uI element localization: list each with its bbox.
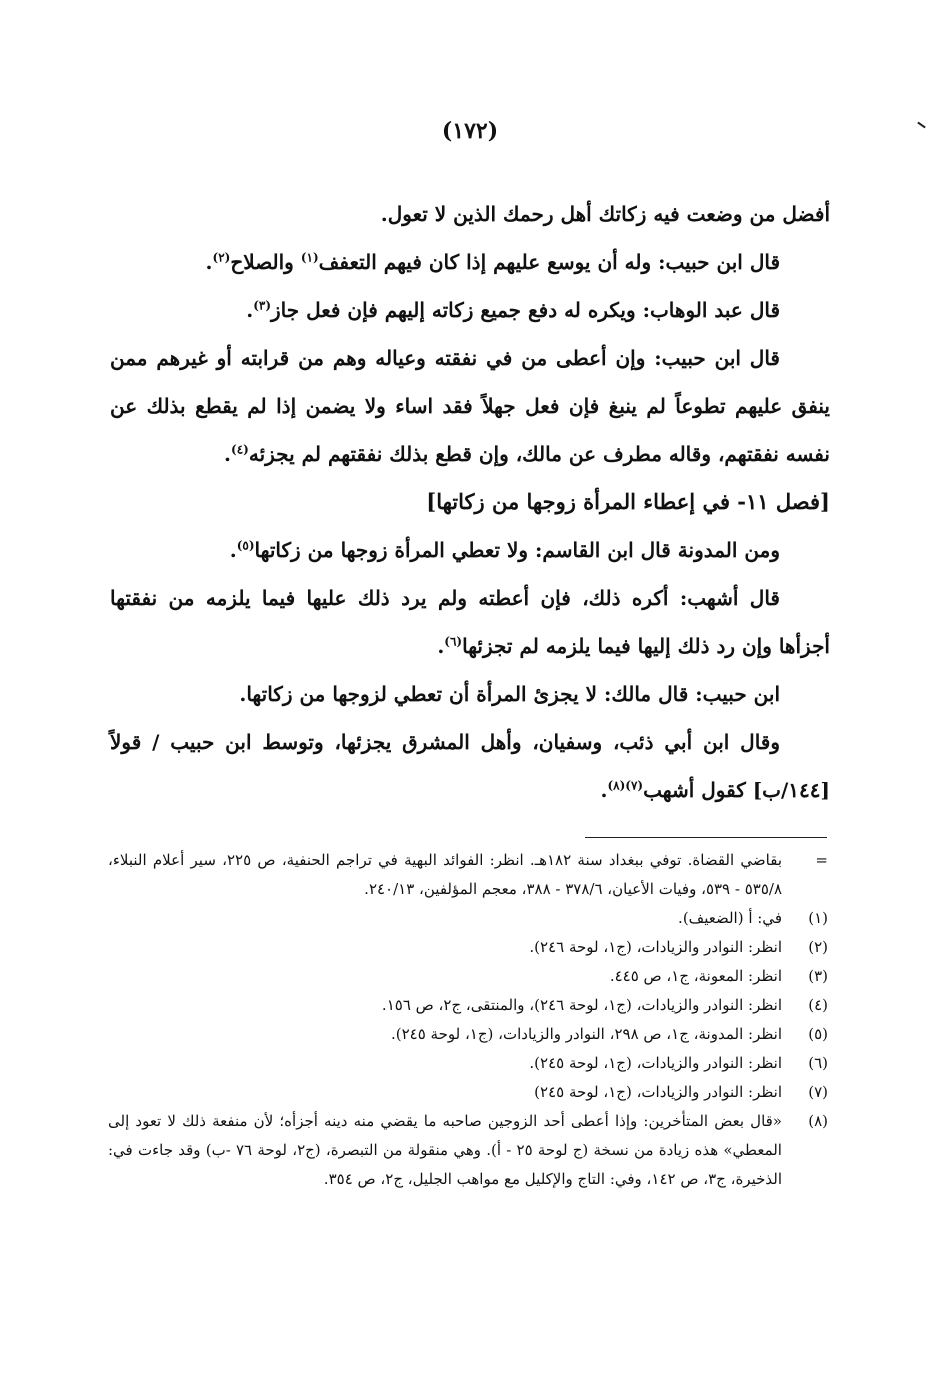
footnote-text: «قال بعض المتأخرين: وإذا أعطى أحد الزوجين صاحبه ما يقضي منه دينه أجزأه؛ لأن منفعة ذلك لا تعود إلى المعطي» هذه زيادة من نسخة (ج لوحة ٢٥ - أ). وهي منقولة من التبصرة، (ج٢، لوحة ٧٦ -ب) وقد جاءت في: الذخيرة، ج٣، ص ١٤٢، وفي: التاج والإكليل مع مواهب الجليل، ج٢، ص ٣٥٤. [108,1112,782,1188]
paragraph-8 [110,718,830,814]
footnote-ref-7-8[interactable]: (٧)(٨) [607,778,644,793]
paragraph-5-end: . [229,538,237,562]
paragraph-2-text-a: قال ابن حبيب: وله أن يوسع عليهم إذا كان فيهم التعفف [318,250,780,274]
section-heading: [فصل ١١- في إعطاء المرأة زوجها من زكاتها] [426,489,830,514]
footnote-4 [108,991,828,1020]
paragraph-1 [110,190,830,238]
paragraph-3-end: . [246,298,254,322]
footnote-text: انظر: النوادر والزيادات، (ج١، لوحة ٢٤٦). [529,938,782,956]
footnote-text: بقاضي القضاة. توفي ببغداد سنة ١٨٢هـ. انظر: الفوائد البهية في تراجم الحنفية، ص ٢٢٥، سير أعلام النبلاء، ٥٣٥/٨ - ٥٣٩، وفيات الأعيان، ٣٧٨/٦ - ٣٨٨، معجم المؤلفين، ٢٤٠/١٣. [108,851,782,898]
paragraph-3-text: قال عبد الوهاب: ويكره له دفع جميع زكاته إليهم فإن فعل جاز [271,298,780,322]
paragraph-6-text: قال أشهب: أكره ذلك، فإن أعطته ولم يرد ذلك عليها فيما يلزمه من نفقتها أجزأها وإن رد ذلك إليها فيما يلزمه لم تجزئها [110,586,830,658]
paragraph-3 [110,286,830,334]
paragraph-6-end: . [437,634,445,658]
footnote-text: انظر: النوادر والزيادات، (ج١، لوحة ٢٤٦)، والمنتقى، ج٢، ص ١٥٦. [381,996,782,1014]
paragraph-2 [110,238,830,286]
footnote-7 [108,1078,828,1107]
footnote-5 [108,1020,828,1049]
paragraph-7 [110,670,830,718]
paragraph-8-end: . [600,778,608,802]
page-number: (١٧٢) [441,118,499,144]
footnote-separator [585,837,827,838]
footnote-text: انظر: النوادر والزيادات، (ج١، لوحة ٢٤٥) [534,1083,782,1101]
footnote-number: (٨) [808,1112,828,1130]
footnote-1 [108,904,828,933]
footnote-ref-1[interactable]: (١) [300,250,319,265]
footnote-number: (٣) [808,967,828,985]
footnote-ref-5[interactable]: (٥) [236,538,255,553]
footnote-number: (٧) [808,1083,828,1101]
footnote-number: (٤) [808,996,828,1014]
main-text [110,190,830,814]
paragraph-6 [110,574,830,670]
footnote-number: (٥) [808,1025,828,1043]
paragraph-4 [110,334,830,478]
footnote-number: (٦) [808,1054,828,1072]
footnote-ref-3[interactable]: (٣) [253,298,272,313]
footnotes [108,846,828,1194]
footnote-text: انظر: المعونة، ج١، ص ٤٤٥. [609,967,782,985]
footnote-ref-6[interactable]: (٦) [444,634,463,649]
footnote-number: = [815,851,828,869]
footnote-text: انظر: النوادر والزيادات، (ج١، لوحة ٢٤٥). [529,1054,782,1072]
paragraph-5 [110,526,830,574]
paragraph-5-text: ومن المدونة قال ابن القاسم: ولا تعطي المرأة زوجها من زكاتها [254,538,780,562]
paragraph-1-text: أفضل من وضعت فيه زكاتك أهل رحمك الذين لا تعول. [380,202,830,226]
paragraph-2-text-b: والصلاح [230,250,301,274]
paragraph-4-end: . [224,442,232,466]
footnote-text: انظر: المدونة، ج١، ص ٢٩٨، النوادر والزيادات، (ج١، لوحة ٢٤٥). [390,1025,782,1043]
footnote-6 [108,1049,828,1078]
paragraph-2-end: . [205,250,213,274]
footnote-number: (٢) [808,938,828,956]
footnote-8 [108,1107,828,1194]
footnote-ref-4[interactable]: (٤) [231,442,249,457]
footnote-number: (١) [808,909,828,927]
footnote-text: في: أ (الضعيف). [678,909,782,927]
footnote-3 [108,962,828,991]
footnote-2 [108,933,828,962]
footnote-continued [108,846,828,904]
paragraph-8-text: وقال ابن أبي ذئب، وسفيان، وأهل المشرق يجزئها، وتوسط ابن حبيب / قولاً [١٤٤/ب] كقول أشهب [110,730,830,802]
paragraph-4-text: قال ابن حبيب: وإن أعطى من في نفقته وعياله وهم من قرابته أو غيرهم ممن ينفق عليهم تطوعاً لم ينبغ فإن فعل جهلاً فقد اساء ولا يضمن إذا لم يقطع بذلك عن نفسه نفقتهم، وقاله مطرف عن مالك، وإن قطع بذلك نفقتهم لم يجزئه [110,346,830,466]
footnote-ref-2[interactable]: (٢) [212,250,231,265]
paragraph-7-text: ابن حبيب: قال مالك: لا يجزئ المرأة أن تعطي لزوجها من زكاتها. [239,682,780,706]
